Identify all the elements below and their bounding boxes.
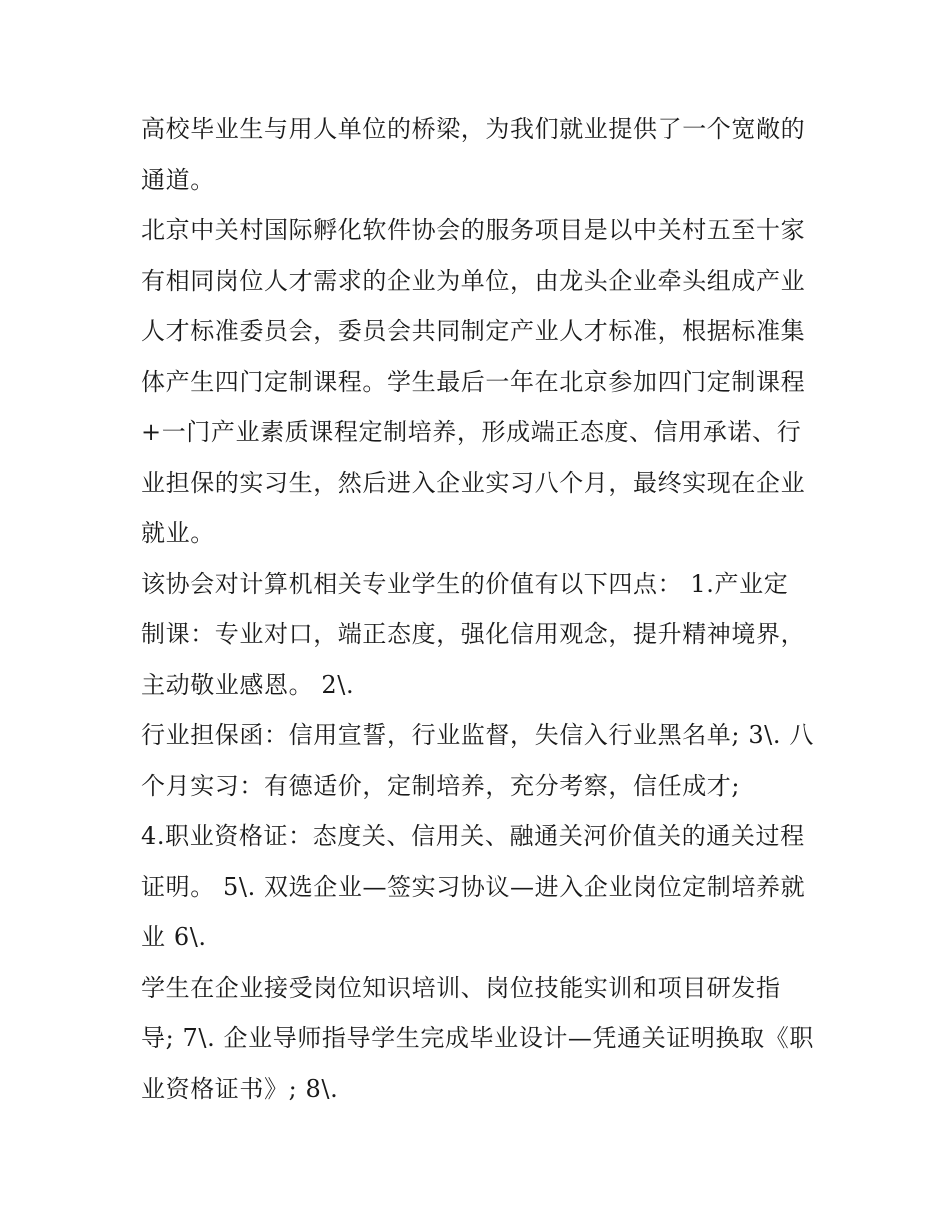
text-line: +一门产业素质课程定制培养，形成端正态度、信用承诺、行 <box>141 418 802 446</box>
paragraph-1 <box>141 104 821 205</box>
text-line: 业资格证书》; 8\. <box>141 1074 339 1103</box>
text-line: 制课：专业对口，端正态度，强化信用观念，提升精神境界， <box>141 620 806 648</box>
text-line: 高校毕业生与用人单位的桥梁，为我们就业提供了一个宽敞的 <box>141 115 806 143</box>
document-body <box>141 104 821 1114</box>
paragraph-2 <box>141 205 821 559</box>
text-line: 4.职业资格证：态度关、信用关、融通关河价值关的通关过程 <box>141 822 805 850</box>
paragraph-4 <box>141 710 821 963</box>
text-line: 北京中关村国际孵化软件协会的服务项目是以中关村五至十家 <box>141 216 806 244</box>
text-line: 通道。 <box>141 165 215 194</box>
text-line: 个月实习：有德适价，定制培养，充分考察，信任成才; <box>141 771 741 800</box>
text-line: 就业。 <box>141 519 215 547</box>
text-line: 业担保的实习生，然后进入企业实习八个月，最终实现在企业 <box>141 468 806 497</box>
text-line: 主动敬业感恩。 2\. <box>141 670 355 699</box>
text-line: 人才标准委员会，委员会共同制定产业人才标准，根据标准集 <box>141 317 806 345</box>
text-line: 体产生四门定制课程。学生最后一年在北京参加四门定制课程 <box>141 367 806 396</box>
text-line: 行业担保函：信用宣誓，行业监督，失信入行业黑名单; 3\. 八 <box>141 721 814 749</box>
text-line: 导; 7\. 企业导师指导学生完成毕业设计—凭通关证明换取《职 <box>141 1024 814 1052</box>
paragraph-5 <box>141 963 821 1115</box>
paragraph-3 <box>141 559 821 711</box>
text-line: 学生在企业接受岗位知识培训、岗位技能实训和项目研发指 <box>141 973 781 1002</box>
text-line: 业 6\. <box>141 923 207 951</box>
text-line: 有相同岗位人才需求的企业为单位，由龙头企业牵头组成产业 <box>141 266 806 295</box>
text-line: 证明。 5\. 双选企业—签实习协议—进入企业岗位定制培养就 <box>141 872 806 901</box>
text-line: 该协会对计算机相关专业学生的价值有以下四点： 1.产业定 <box>141 569 789 598</box>
